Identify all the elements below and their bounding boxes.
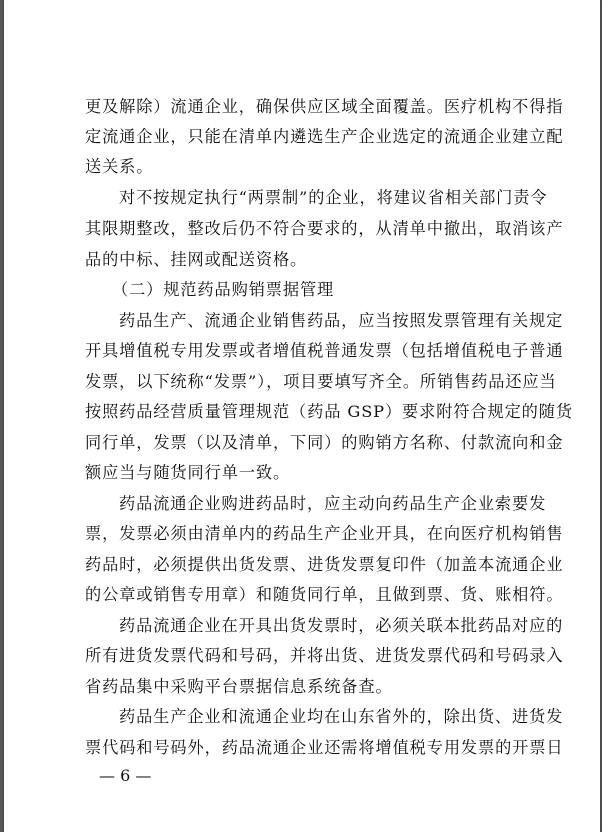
document-page	[4, 0, 600, 832]
text-line: 的公章或销售专用章）和随货同行单，且做到票、货、账相符。	[85, 585, 564, 604]
text-line: 开具增值税专用发票或者增值税普通发票（包括增值税电子普通	[85, 341, 564, 360]
text-line: 对不按规定执行“两票制”的企业，将建议省相关部门责令	[119, 188, 548, 207]
text-line: 送关系。	[85, 157, 154, 176]
text-line: 药品生产企业和流通企业均在山东省外的，除出货、进货发	[119, 707, 564, 726]
text-line: 品的中标、挂网或配送资格。	[85, 250, 308, 269]
text-line: 所有进货发票代码和号码，并将出货、进货发票代码和号码录入	[85, 646, 564, 665]
text-line: 票，发票必须由清单内的药品生产企业开具，在向医疗机构销售	[85, 524, 564, 543]
text-line: 发票，以下统称“发票”），项目要填写齐全。所销售药品还应当	[85, 372, 557, 391]
text-line: 更及解除）流通企业，确保供应区域全面覆盖。医疗机构不得指	[85, 97, 564, 116]
text-line: 额应当与随货同行单一致。	[85, 463, 291, 482]
text-line: 定流通企业，只能在清单内遴选生产企业选定的流通企业建立配	[85, 127, 564, 146]
section-heading: （二）规范药品购销票据管理	[112, 280, 335, 299]
page-number: — 6 —	[99, 766, 152, 785]
text-line: 同行单，发票（以及清单，下同）的购销方名称、付款流向和金	[85, 433, 564, 452]
text-line: 药品生产、流通企业销售药品，应当按照发票管理有关规定	[119, 311, 564, 330]
text-line: 药品流通企业购进药品时，应主动向药品生产企业索要发	[119, 494, 547, 513]
text-line: 票代码和号码外，药品流通企业还需将增值税专用发票的开票日	[85, 738, 564, 757]
text-line: 按照药品经营质量管理规范（药品 GSP）要求附符合规定的随货	[85, 402, 573, 421]
text-line: 省药品集中采购平台票据信息系统备查。	[85, 677, 393, 696]
text-line: 其限期整改，整改后仍不符合要求的，从清单中撤出，取消该产	[85, 219, 564, 238]
text-line: 药品时，必须提供出货发票、进货发票复印件（加盖本流通企业	[85, 555, 564, 574]
text-line: 药品流通企业在开具出货发票时，必须关联本批药品对应的	[119, 616, 564, 635]
